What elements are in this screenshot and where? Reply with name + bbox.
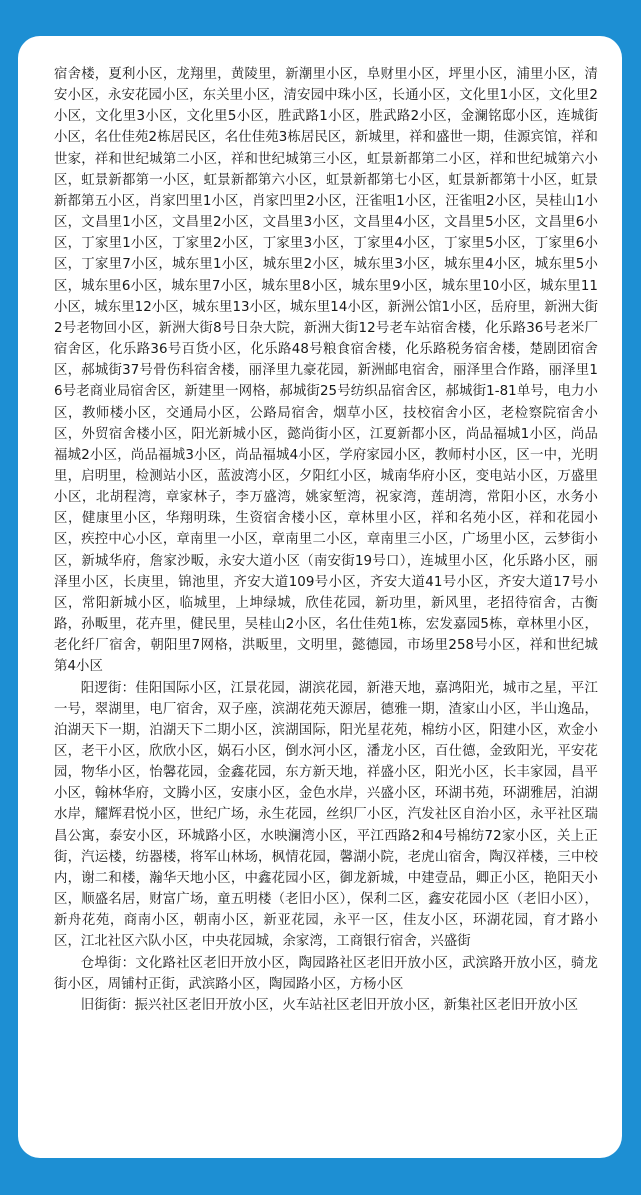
paragraph-new-city-district: 宿舍楼，夏利小区，龙翔里，黄陵里，新潮里小区，阜财里小区，坪里小区，浦里小区，清安小区，永安花园小区，东关里小区，清安园中珠小区，长通小区，文化里1小区，文化里2小区，文化里3小区，文化里5小区，胜武路1小区，胜武路2小区，金澜铭邸小区，连城街小区，名仕佳苑2栋居民区，名仕佳苑3栋居民区，新城里，祥和盛世一期，佳源宾馆，祥和世家，祥和世纪城第二小区，祥和世纪城第三小区，虹景新都第二小区，祥和世纪城第六小区，虹景新都第一小区，虹景新都第六小区，虹景新都第七小区，虹景新都第十小区，虹景新都第五小区，肖家凹里1小区，肖家凹里2小区，汪雀咀1小区，汪雀咀2小区，吴桂山1小区，文昌里1小区，文昌里2小区，文昌里3小区，文昌里4小区，文昌里5小区，文昌里6小区，丁家里1小区，丁家里2小区，丁家里3小区，丁家里4小区，丁家里5小区，丁家里6小区，丁家里7小区，城东里1小区，城东里2小区，城东里3小区，城东里4小区，城东里5小区，城东里6小区，城东里7小区，城东里8小区，城东里9小区，城东里10小区，城东里11小区，城东里12小区，城东里13小区，城东里14小区，新洲公馆1小区，岳府里，新洲大街2号老物回小区，新洲大街8号日杂大院，新洲大街12号老车站宿舍楼，化乐路36号老米厂宿舍区，化乐路36号百货小区，化乐路48号粮食宿舍楼，化乐路税务宿舍楼，楚剧团宿舍区，郝城街37号骨伤科宿舍楼，丽泽里九豪花园，新洲邮电宿舍，丽泽里合作路，丽泽里16号老商业局宿舍区，新建里一网格，郝城街25号纺织品宿舍区，郝城街1-81单号，电力小区，教师楼小区，交通局小区，公路局宿舍，烟草小区，技校宿舍小区，老检察院宿舍小区，外贸宿舍楼小区，阳光新城小区，懿尚街小区，江夏新都小区，尚品福城1小区，尚品福城2小区，尚品福城3小区，尚品福城4小区，学府家园小区，教师村小区，区一中，光明里，启明里，检测站小区，蓝波湾小区，夕阳红小区，城南华府小区，变电站小区，万盛里小区，北胡程湾，章家林子，李万盛湾，姚家堑湾，祝家湾，莲胡湾，常阳小区，水务小区，健康里小区，华翔明珠，生资宿舍楼小区，章林里小区，祥和名苑小区，祥和花园小区，疾控中心小区，章南里一小区，章南里二小区，章南里三小区，广场里小区，云梦街小区，新城华府，詹家沙畈，永安大道小区（南安街19号口），连城里小区，化乐路小区，丽泽里小区，长庚里，锦池里，齐安大道109号小区，齐安大道41号小区，齐安大道17号小区，常阳新城小区，临城里，上坤绿城，欣佳花园，新功里，新风里，老招待宿舍，古衡路，孙畈里，花卉里，健民里，吴桂山2小区，名仕佳苑1栋，宏发嘉园5栋，章林里小区，老化纤厂宿舍，朝阳里7网格，洪畈里，文明里，懿德园，市场里258号小区，祥和世纪城第4小区 (54, 67, 598, 675)
paragraph-cangbu-street: 仓埠街：文化路社区老旧开放小区，陶园路社区老旧开放小区，武滨路开放小区，骑龙街小区，周铺村正街，武滨路小区，陶园路小区，方杨小区 (54, 955, 598, 992)
paragraph-jiujie-street: 旧街街：振兴社区老旧开放小区，火车站社区老旧开放小区，新集社区老旧开放小区 (80, 997, 579, 1013)
paragraph-yangluo-street: 阳逻街：佳阳国际小区，江景花园，湖滨花园，新港天地，嘉鸿阳光，城市之星，平江一号，翠湖里，电厂宿舍，双子座，滨湖花苑天源居，德雅一期，渣家山小区，半山逸品，泊湖天下一期，泊湖天下二期小区，滨湖国际，阳光星花苑，棉纺小区，阳建小区，欢金小区，老干小区，欣欣小区，娲石小区，倒水河小区，潘龙小区，百仕德，金致阳光，平安花园，物华小区，怡馨花园，金鑫花园，东方新天地，祥盛小区，阳光小区，长丰家园，昌平小区，翰林华府，文腾小区，安康小区，金色水岸，兴盛小区，环湖书苑，环湖雅居，泊湖水岸，耀辉君悦小区，世纪广场，永生花园，丝织厂小区，汽发社区自治小区，永平社区瑞昌公寓，泰安小区，环城路小区，水映澜湾小区，平江西路2和4号棉纺72家小区，关上正街，汽运楼，纺器楼，将军山林场，枫情花园，馨湖小院，老虎山宿舍，陶汉祥楼，三中校内，谢二和楼，瀚华天地小区，中鑫花园小区，御龙新城，中建壹品，卿正小区，艳阳天小区，顺盛名居，财富广场，童五明楼（老旧小区），保利二区，鑫安花园小区（老旧小区），新舟花苑，商南小区，朝南小区，新亚花园，永平一区，佳友小区，环湖花园，育才路小区，江北社区六队小区，中央花园城，余家湾，工商银行宿舍，兴盛街 (54, 680, 598, 950)
content-card (18, 36, 622, 1158)
